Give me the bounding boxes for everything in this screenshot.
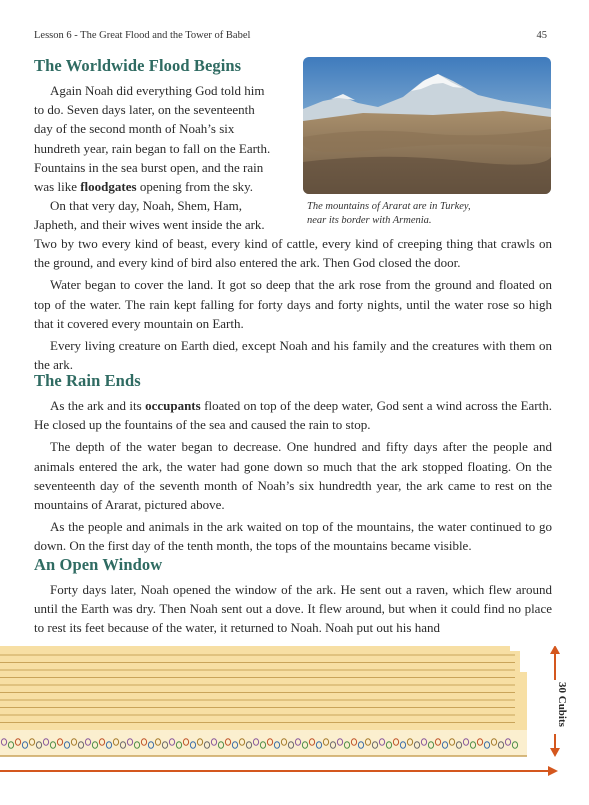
text-run: opening from the sky. bbox=[136, 179, 254, 195]
text-run: floated on top of the deep water, God sent a wind across the Earth. He closed up the fountains of the sea and caused the rain to stop. bbox=[34, 398, 552, 433]
section-heading: The Worldwide Flood Begins bbox=[34, 56, 242, 75]
paragraph bbox=[34, 81, 290, 235]
height-arrow bbox=[549, 646, 568, 757]
paragraph-text: Every living creature on Earth died, except Noah and his family and the creatures with them on the ark. bbox=[34, 338, 552, 373]
text-run: As the ark and its bbox=[50, 398, 146, 413]
paragraph-text bbox=[34, 396, 552, 434]
ark-diagram bbox=[0, 646, 589, 800]
text-line: On that very day, Noah, Shem, Ham, bbox=[50, 198, 242, 214]
page-header bbox=[34, 30, 547, 46]
text-line: hundreth year, rain began to fall on the Earth. bbox=[34, 140, 271, 156]
section-heading: The Rain Ends bbox=[34, 371, 141, 390]
text-line: day of the second month of Noah’s six bbox=[34, 121, 235, 137]
ararat-photo bbox=[303, 57, 551, 194]
photo-caption bbox=[307, 200, 557, 227]
vocab-word: floodgates bbox=[80, 179, 137, 195]
caption-line: The mountains of Ararat are in Turkey, bbox=[307, 201, 471, 212]
paragraph bbox=[34, 234, 552, 374]
paragraph-text: The depth of the water began to decrease. One hundred and fifty days after the people and animals entered the ark, the water had gone down so much that the ark stopped floating. On the seventeenth day of the seventh month of Noah’s six hundredth year, the ark came to rest on the mountains of Ararat, pictured above. bbox=[34, 439, 552, 513]
text-line: Again Noah did everything God told him bbox=[50, 83, 265, 98]
section-heading: An Open Window bbox=[34, 555, 163, 574]
height-label: 30 Cubits bbox=[556, 682, 568, 727]
text-line: Japheth, and their wives went inside the ark. bbox=[34, 217, 265, 233]
length-arrow bbox=[0, 766, 558, 776]
paragraph bbox=[34, 396, 552, 556]
paragraph-text: Forty days later, Noah opened the window of the ark. He sent out a raven, which flew around until the Earth was dry. Then Noah sent out a dove. It flew around, but when it could find no place to rest its feet because of the water, it returned to Noah. Noah put out his hand bbox=[34, 582, 552, 636]
paragraph-text: Two by two every kind of beast, every kind of cattle, every kind of creeping thing that crawls on the ground, and every kind of bird also entered the ark. Then God closed the door. bbox=[34, 236, 552, 271]
vocab-word: occupants bbox=[145, 398, 201, 413]
paragraph bbox=[34, 580, 552, 638]
text-line bbox=[34, 177, 290, 196]
lesson-title: Lesson 6 - The Great Flood and the Tower of Babel bbox=[34, 30, 251, 41]
text-line: to do. Seven days later, on the seventeenth bbox=[34, 102, 255, 118]
paragraph-text: Water began to cover the land. It got so deep that the ark rose from the ground and floated on top of the water. The rain kept falling for forty days and forty nights, until the water rose so high that it covered every mountain on Earth. bbox=[34, 277, 552, 331]
page-number: 45 bbox=[536, 30, 547, 41]
text-run: was like bbox=[34, 179, 81, 195]
paragraph-text: As the people and animals in the ark waited on top of the mountains, the water continued to go down. On the first day of the tenth month, the tops of the mountains became visible. bbox=[34, 519, 552, 554]
caption-line: near its border with Armenia. bbox=[307, 214, 432, 226]
ark-hull bbox=[0, 646, 527, 756]
text-line: Fountains in the sea burst open, and the rain bbox=[34, 159, 264, 175]
